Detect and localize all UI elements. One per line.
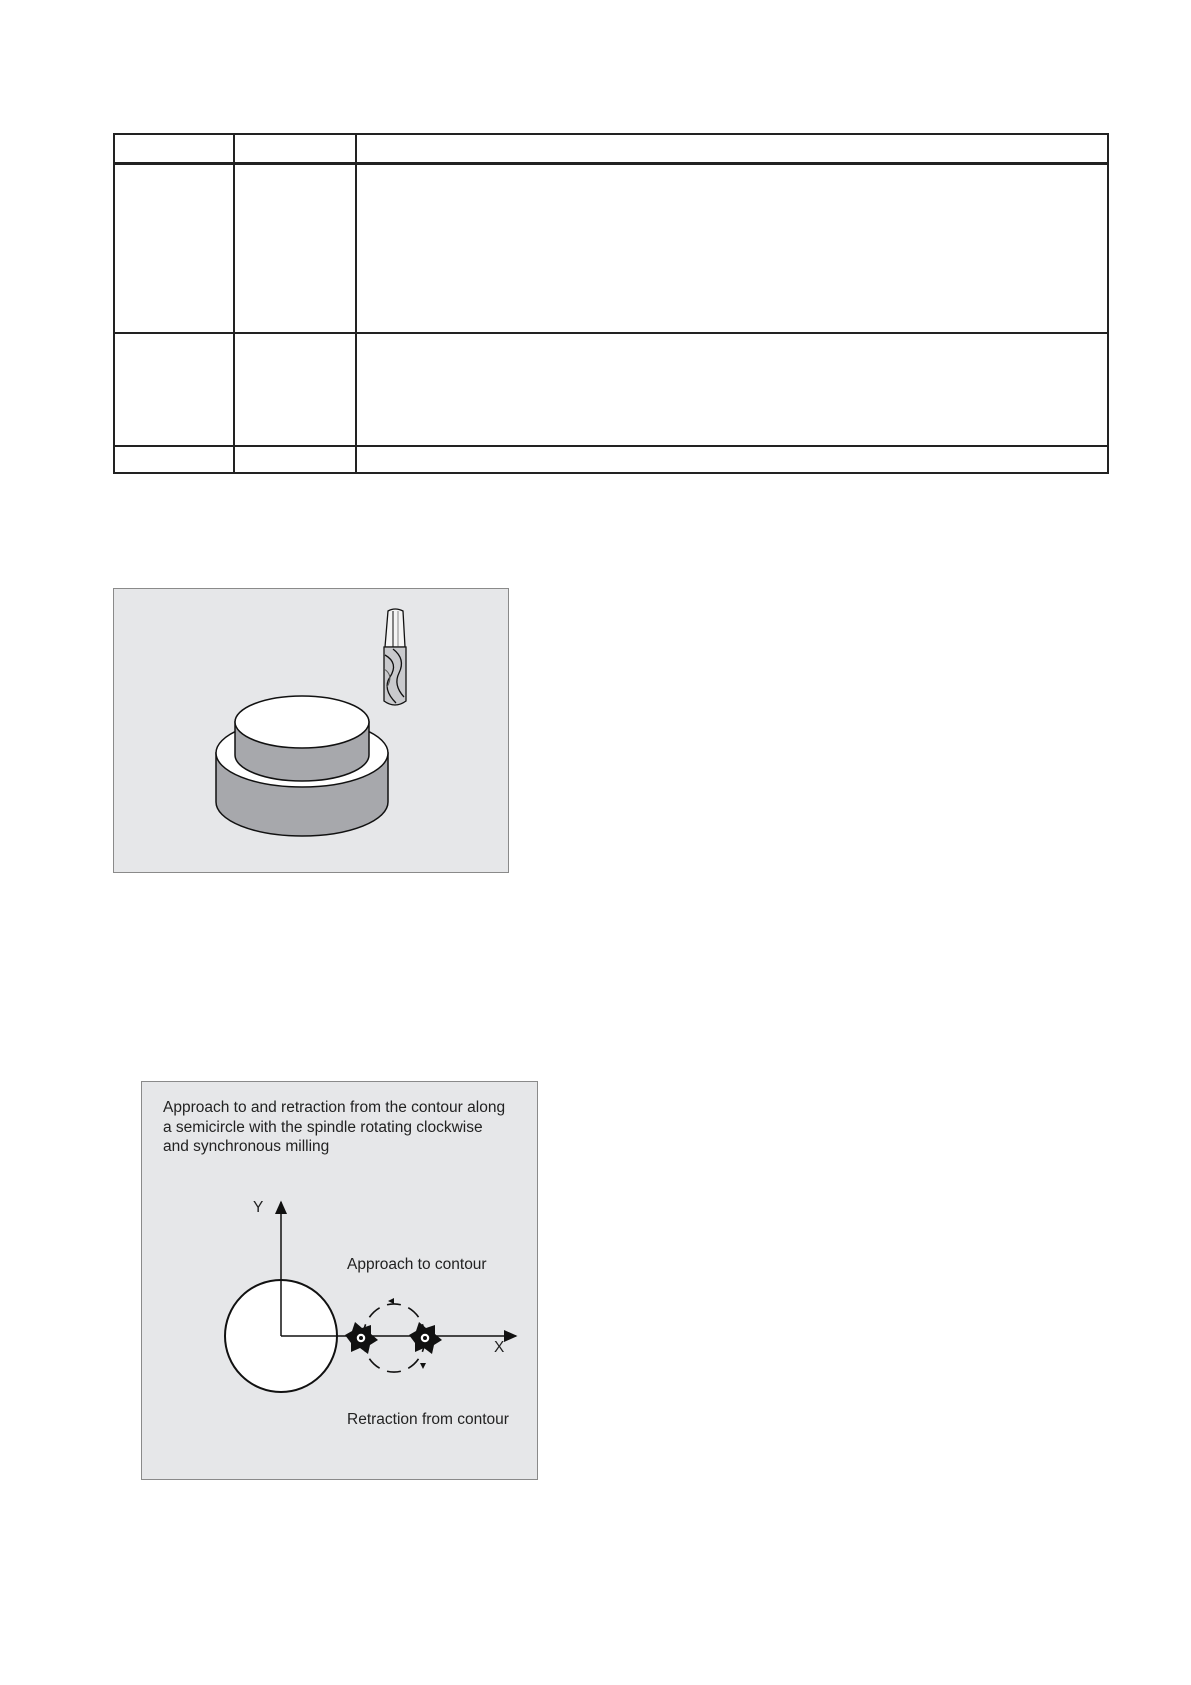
caption-line: Approach to and retraction from the contour along bbox=[163, 1099, 506, 1116]
retraction-label: Retraction from contour bbox=[347, 1411, 509, 1428]
table-cell bbox=[356, 333, 1108, 446]
parameter-table bbox=[113, 133, 1109, 474]
approach-retraction-diagram bbox=[141, 1081, 538, 1480]
workpiece-drawing bbox=[114, 589, 510, 874]
table-row bbox=[114, 164, 1108, 334]
table-cell bbox=[114, 446, 234, 473]
table-cell bbox=[234, 164, 356, 334]
table-row bbox=[114, 333, 1108, 446]
end-mill-icon bbox=[384, 609, 406, 705]
table-cell bbox=[356, 446, 1108, 473]
caption-line: a semicircle with the spindle rotating clockwise bbox=[163, 1118, 483, 1136]
table-header-row bbox=[114, 134, 1108, 164]
x-axis-label: X bbox=[494, 1339, 505, 1356]
table-cell bbox=[356, 134, 1108, 164]
table-cell bbox=[114, 164, 234, 334]
approach-label: Approach to contour bbox=[347, 1256, 487, 1273]
caption-line: and synchronous milling bbox=[163, 1138, 330, 1155]
retraction-arrow-icon bbox=[420, 1363, 426, 1369]
milling-cutter-icon bbox=[345, 1322, 378, 1354]
table-row bbox=[114, 446, 1108, 473]
workpiece-illustration bbox=[113, 588, 509, 873]
table-cell bbox=[356, 164, 1108, 334]
milling-cutter-icon bbox=[409, 1322, 442, 1354]
y-axis-label: Y bbox=[253, 1199, 264, 1216]
approach-arrow-icon bbox=[388, 1298, 394, 1304]
table-cell bbox=[234, 134, 356, 164]
table-cell bbox=[114, 134, 234, 164]
table-cell bbox=[114, 333, 234, 446]
table-cell bbox=[234, 333, 356, 446]
stepped-cylinder-workpiece bbox=[216, 696, 388, 836]
table-cell bbox=[234, 446, 356, 473]
